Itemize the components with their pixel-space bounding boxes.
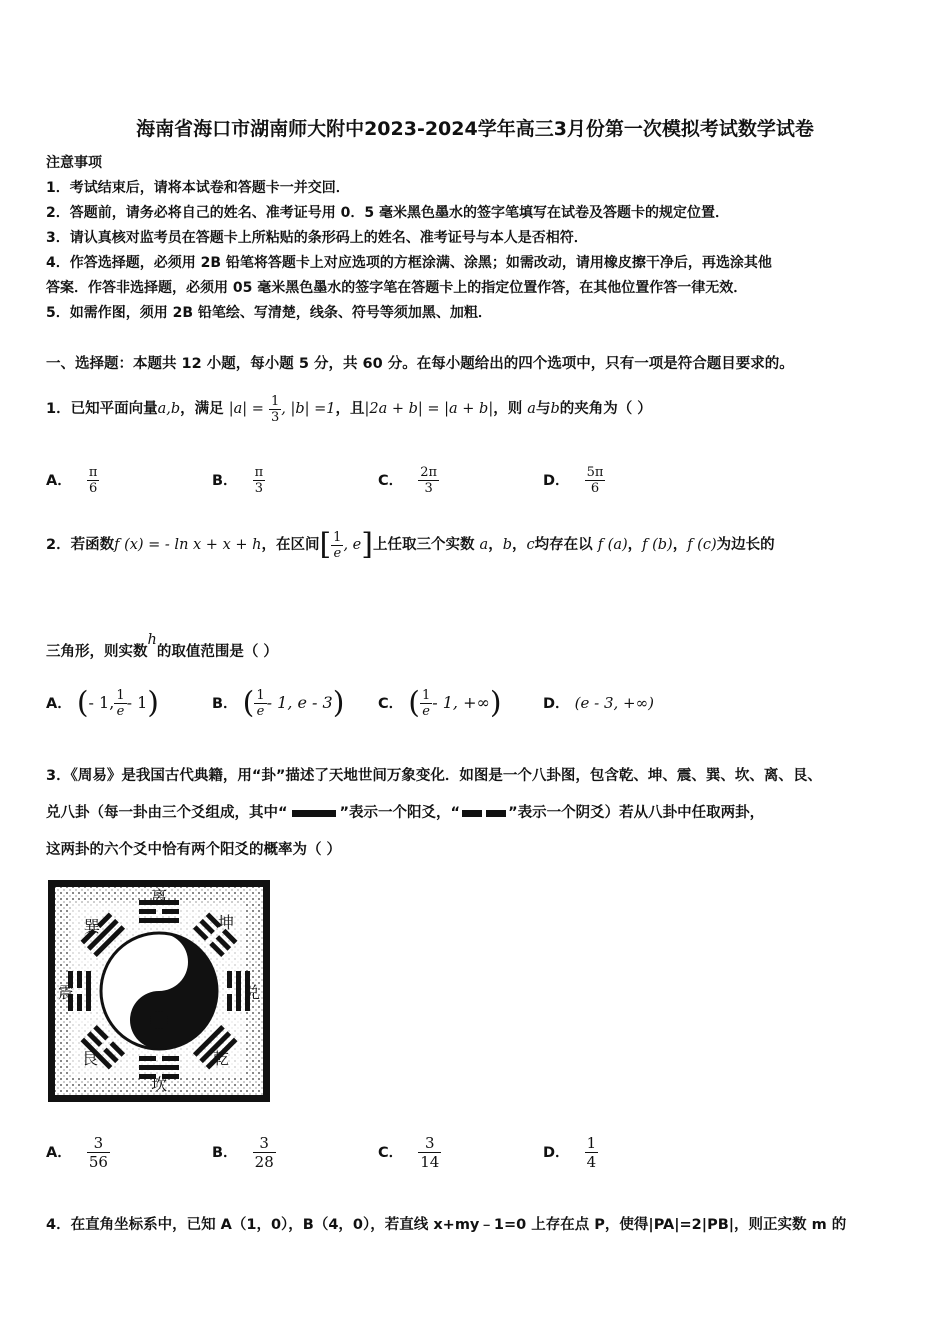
yin-yang-icon: [101, 933, 217, 1049]
q2-option-a[interactable]: A． (- 1, $\frac{1}{e}$ - 1): [46, 685, 159, 721]
q2-option-c[interactable]: C． ( $\frac{1}{e}$ - 1, +∞): [378, 685, 502, 721]
q2-option-d[interactable]: D． (e - 3, +∞): [543, 694, 654, 712]
bagua-figure: [48, 880, 270, 1102]
question-3: 3．《周易》是我国古代典籍，用“卦”描述了天地世间万象变化．如图是一个八卦图，包含乾、坤、震、巽、坎、离、艮、: [46, 768, 822, 784]
notice-item: 1．考试结束后，请将本试卷和答题卡一并交回．: [46, 180, 350, 196]
yang-line-icon: [292, 810, 336, 817]
trigram-label: 震: [58, 983, 75, 1002]
trigram-label: 兑: [244, 983, 261, 1002]
q3-option-c[interactable]: C． $\frac{3}{14}$: [378, 1134, 440, 1171]
notice-item: 2．答题前，请务必将自己的姓名、准考证号用 0．5 毫米黑色墨水的签字笔填写在试卷及答题卡的规定位置．: [46, 205, 729, 221]
question-2: 2．若函数f (x) = - ln x + x + h，在区间[ $\frac{1}{e}$ , e]上任取三个实数 a，b，c均存在以 f (a)，f (b)，f (c)为边长的: [46, 527, 775, 562]
trigram-label: 离: [151, 887, 168, 906]
yin-line-icon: [486, 810, 506, 817]
yin-line-icon: [462, 810, 482, 817]
question-4: 4．在直角坐标系中，已知 A（1，0），B（4，0），若直线 x+my﹣1=0 上存在点 P，使得|PA|=2|PB|，则正实数 m 的: [46, 1217, 847, 1233]
notice-heading: 注意事项: [46, 155, 102, 171]
notice-item: 5．如需作图，须用 2B 铅笔绘、写清楚，线条、符号等须加黑、加粗．: [46, 305, 492, 321]
q1-option-c[interactable]: C． $\frac{2\pi}{3}$: [378, 465, 438, 496]
q1-option-b[interactable]: B． $\frac{\pi}{3}$: [212, 465, 264, 496]
q1-option-d[interactable]: D． $\frac{5\pi}{6}$: [543, 465, 604, 496]
q3-option-a[interactable]: A． $\frac{3}{56}$: [46, 1134, 108, 1171]
question-3-line3: 这两卦的六个爻中恰有两个阳爻的概率为（ ）: [46, 842, 342, 858]
question-3-line2: 兑八卦（每一卦由三个爻组成，其中“ ”表示一个阳爻，“ ”表示一个阴爻）若从八卦中任取两卦，: [46, 805, 765, 821]
question-2-cont: 三角形，则实数h的取值范围是（ ）: [46, 632, 278, 660]
page-title: 海南省海口市湖南师大附中2023-2024学年高三3月份第一次模拟考试数学试卷: [136, 118, 814, 140]
trigram-label: 坤: [218, 913, 235, 932]
notice-item: 3．请认真核对监考员在答题卡上所粘贴的条形码上的姓名、准考证号与本人是否相符．: [46, 230, 588, 246]
section-heading: 一、选择题：本题共 12 小题，每小题 5 分，共 60 分。在每小题给出的四个选项中，只有一项是符合题目要求的。: [46, 356, 794, 372]
notice-item: 4．作答选择题，必须用 2B 铅笔将答题卡上对应选项的方框涂满、涂黑；如需改动，请用橡皮擦干净后，再选涂其他: [46, 255, 772, 271]
question-1: 1．已知平面向量a,b，满足 |a| = $\frac{1}{3}$ , |b| =1，且|2a + b| = |a + b|，则 a与b的夹角为（ ）: [46, 393, 652, 425]
q1-option-a[interactable]: A． $\frac{\pi}{6}$: [46, 465, 98, 496]
notice-item: 答案．作答非选择题，必须用 05 毫米黑色墨水的签字笔在答题卡上的指定位置作答，在其他位置作答一律无效．: [46, 280, 748, 296]
trigram-label: 艮: [82, 1049, 99, 1068]
q2-option-b[interactable]: B． ( $\frac{1}{e}$ - 1, e - 3): [212, 685, 345, 721]
q3-option-d[interactable]: D． $\frac{1}{4}$: [543, 1134, 597, 1171]
trigram-label: 乾: [213, 1049, 230, 1068]
q3-option-b[interactable]: B． $\frac{3}{28}$: [212, 1134, 274, 1171]
fraction: $\frac{1}{3}$: [270, 393, 280, 425]
trigram-label: 巽: [84, 917, 101, 936]
trigram-label: 坎: [151, 1075, 168, 1094]
